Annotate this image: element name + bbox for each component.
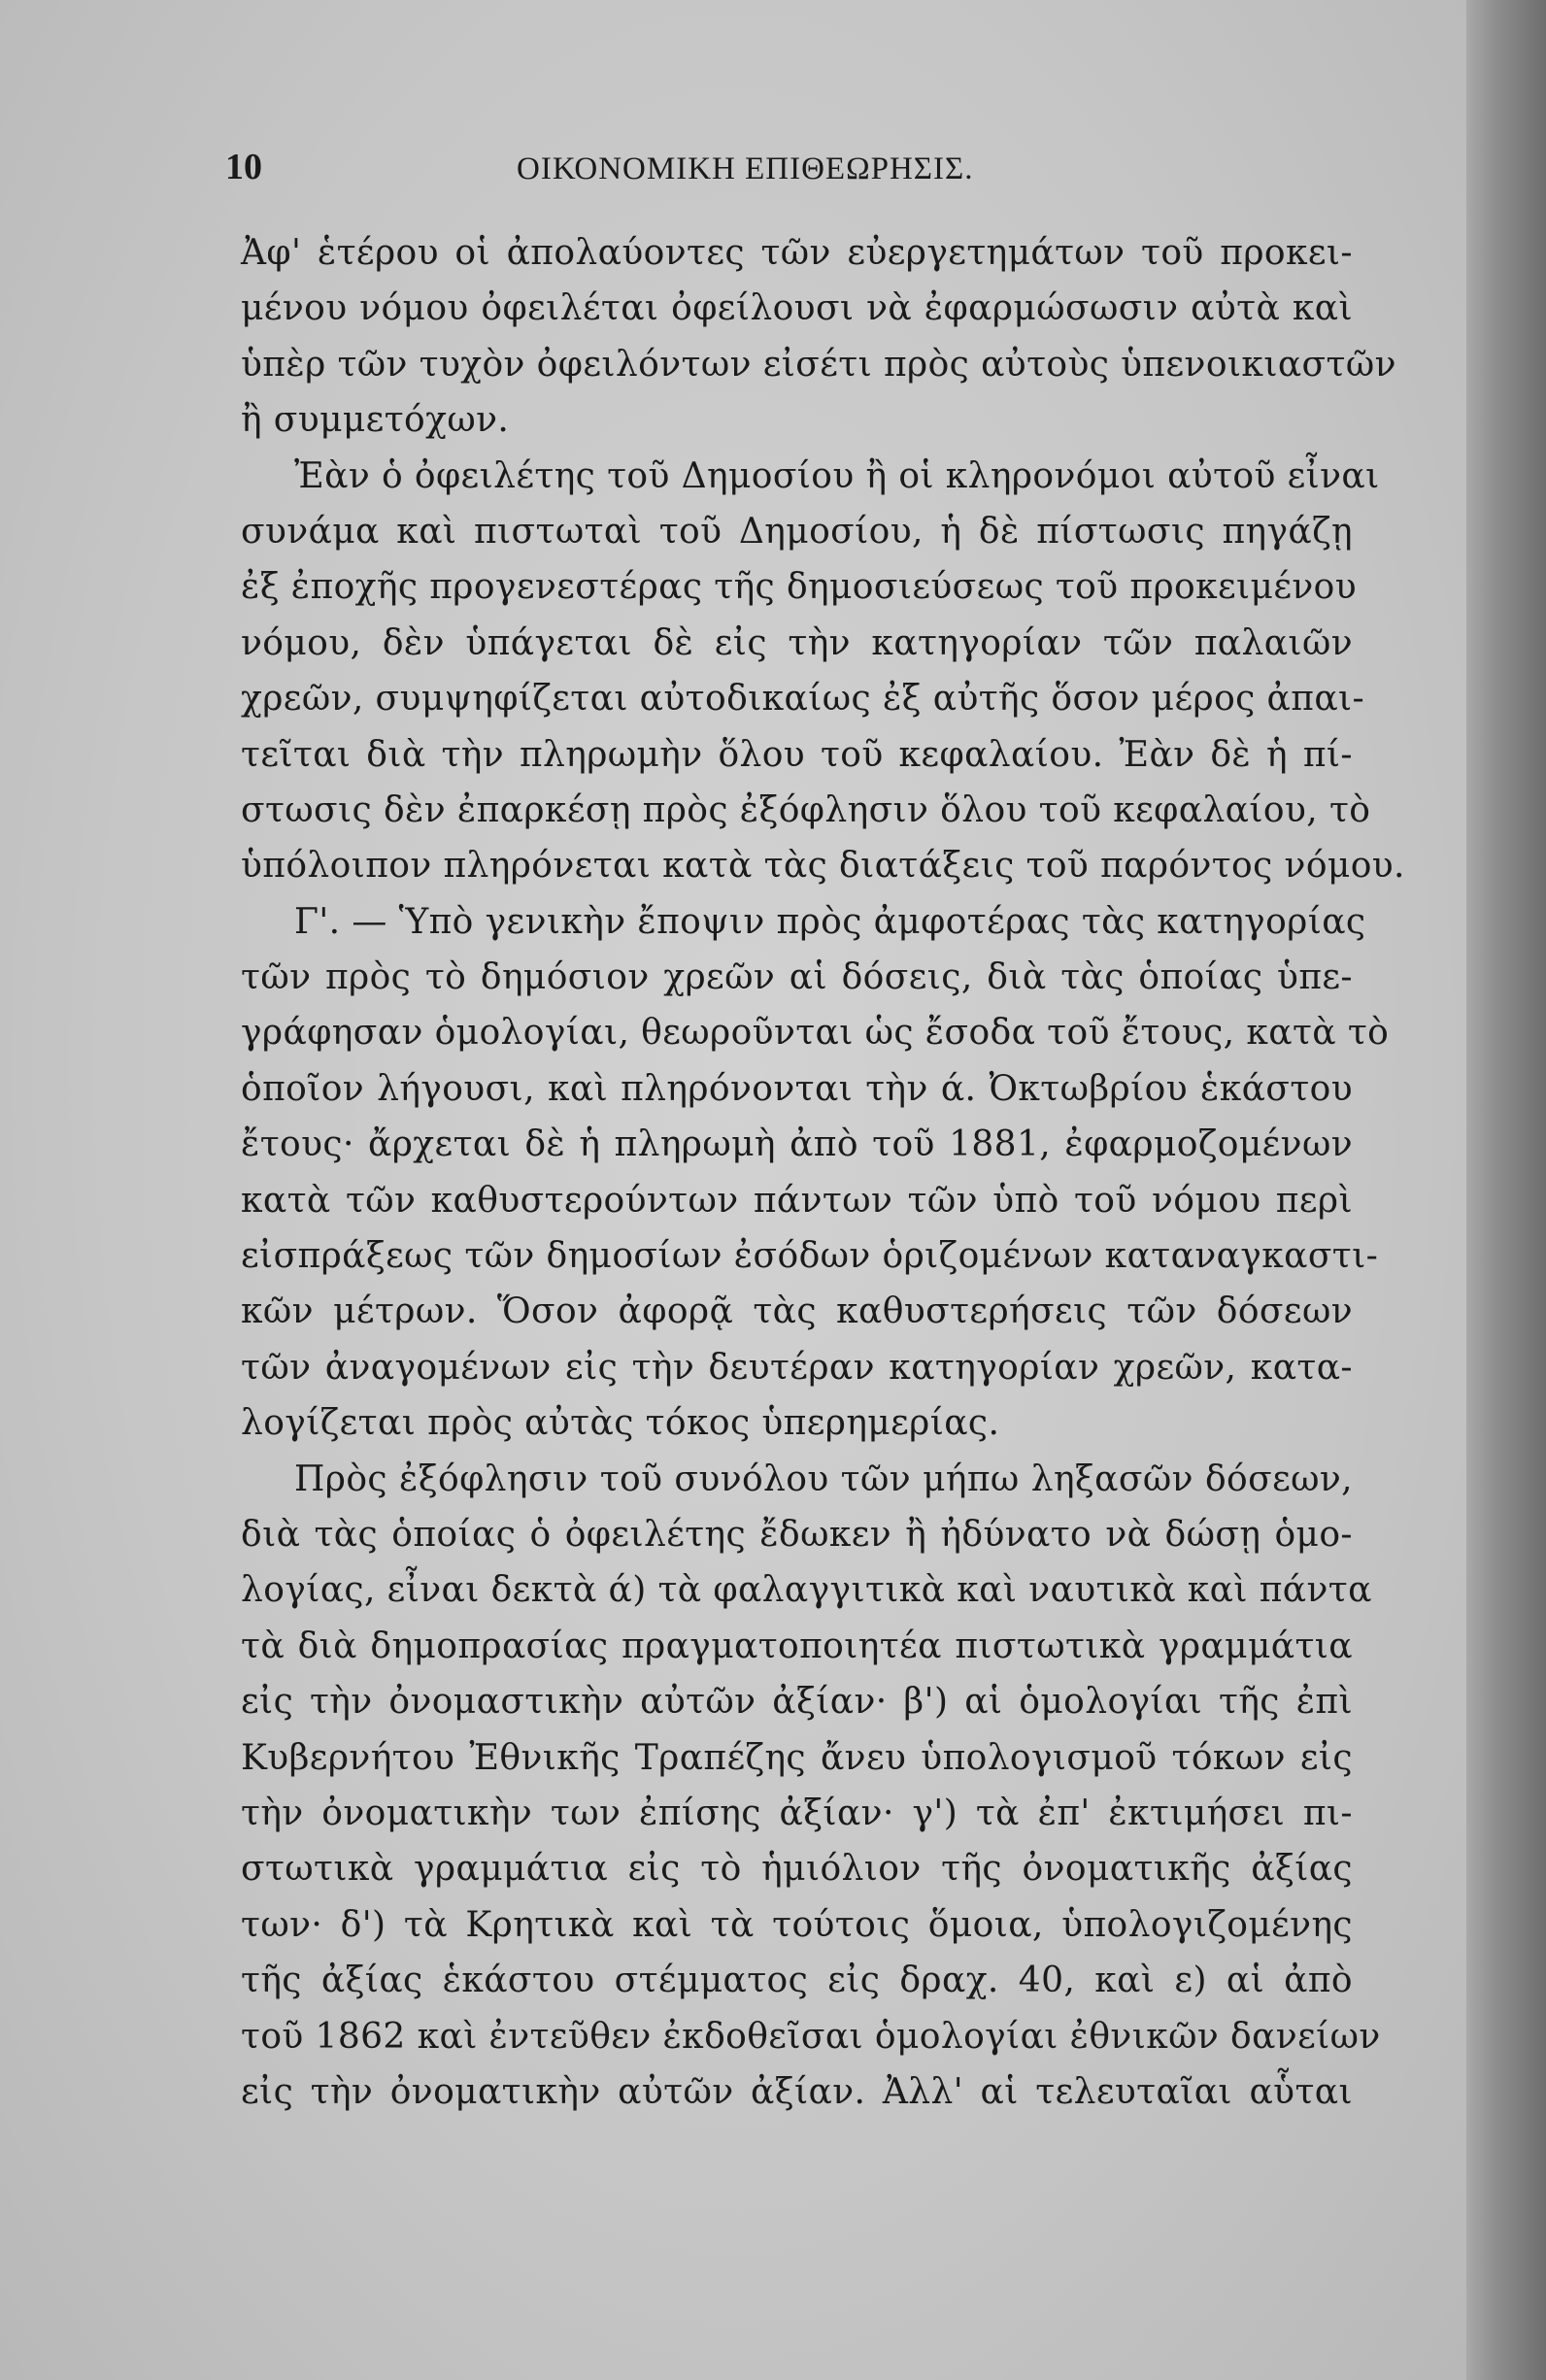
text-line: Γ'. — Ὑπὸ γενικὴν ἔποψιν πρὸς ἀμφοτέρας τὰς κατηγορίας (294, 901, 1366, 942)
text-line: στωτικὰ γραμμάτια εἰς τὸ ἡμιόλιον τῆς ὀνοματικῆς ἀξίας (241, 1849, 1353, 1890)
text-line: χρεῶν, συμψηφίζεται αὐτοδικαίως ἐξ αὐτῆς ὅσον μέρος ἀπαι- (241, 679, 1365, 720)
body-text (241, 225, 1405, 2120)
text-line: Πρὸς ἐξόφλησιν τοῦ συνόλου τῶν μήπω ληξασῶν δόσεων, (294, 1458, 1353, 1499)
text-line: τὴν ὀνοματικὴν των ἐπίσης ἀξίαν· γ') τὰ ἐπ' ἐκτιμήσει πι- (241, 1793, 1353, 1833)
text-line: τῶν ἀναγομένων εἰς τὴν δευτέραν κατηγορίαν χρεῶν, κατα- (241, 1347, 1353, 1388)
text-line: γράφησαν ὁμολογίαι, θεωροῦνται ὡς ἔσοδα τοῦ ἔτους, κατὰ τὸ (241, 1013, 1390, 1054)
text-line: κατὰ τῶν καθυστερούντων πάντων τῶν ὑπὸ τοῦ νόμου περὶ (241, 1180, 1353, 1221)
text-line: διὰ τὰς ὁποίας ὁ ὀφειλέτης ἔδωκεν ἢ ἠδύνατο νὰ δώσῃ ὁμο- (241, 1514, 1353, 1555)
text-line: των· δ') τὰ Κρητικὰ καὶ τὰ τούτοις ὅμοια, ὑπολογιζομένης (241, 1904, 1353, 1945)
text-line: Ἐὰν ὁ ὀφειλέτης τοῦ Δημοσίου ἢ οἱ κληρονόμοι αὐτοῦ εἶναι (294, 455, 1380, 496)
text-line: εἰς τὴν ὀνομαστικὴν αὐτῶν ἀξίαν· β') αἱ ὁμολογίαι τῆς ἐπὶ (241, 1682, 1353, 1723)
text-line: ὁποῖον λήγουσι, καὶ πληρόνονται τὴν ά. Ὀκτωβρίου ἑκάστου (241, 1068, 1353, 1109)
text-line: τῆς ἀξίας ἑκάστου στέμματος εἰς δραχ. 40, καὶ ε) αἱ ἀπὸ (241, 1961, 1353, 2001)
text-line: μένου νόμου ὀφειλέται ὀφείλουσι νὰ ἐφαρμώσωσιν αὐτὰ καὶ (241, 288, 1353, 329)
text-line: τοῦ 1862 καὶ ἐντεῦθεν ἐκδοθεῖσαι ὁμολογίαι ἐθνικῶν δανείων (241, 2016, 1381, 2057)
text-line: κῶν μέτρων. Ὅσον ἀφορᾷ τὰς καθυστερήσεις τῶν δόσεων (241, 1291, 1353, 1332)
text-line: εἰς τὴν ὀνοματικὴν αὐτῶν ἀξίαν. Ἀλλ' αἱ τελευταῖαι αὗται (241, 2071, 1353, 2112)
text-line: τεῖται διὰ τὴν πληρωμὴν ὅλου τοῦ κεφαλαίου. Ἐὰν δὲ ἡ πί- (241, 734, 1353, 775)
text-line: στωσις δὲν ἐπαρκέσῃ πρὸς ἐξόφλησιν ὅλου τοῦ κεφαλαίου, τὸ (241, 789, 1371, 830)
page-number: 10 (225, 147, 262, 187)
text-line: συνάμα καὶ πιστωταὶ τοῦ Δημοσίου, ἡ δὲ πίστωσις πηγάζῃ (241, 511, 1353, 552)
text-line: νόμου, δὲν ὑπάγεται δὲ εἰς τὴν κατηγορίαν τῶν παλαιῶν (241, 622, 1353, 663)
text-line: τῶν πρὸς τὸ δημόσιον χρεῶν αἱ δόσεις, διὰ τὰς ὁποίας ὑπε- (241, 957, 1353, 998)
page-gutter-shadow (1466, 0, 1546, 2380)
text-line: Κυβερνήτου Ἐθνικῆς Τραπέζης ἄνευ ὑπολογισμοῦ τόκων εἰς (241, 1737, 1353, 1778)
text-line: λογίζεται πρὸς αὐτὰς τόκος ὑπερημερίας. (241, 1403, 1000, 1444)
page-header (225, 146, 1361, 194)
text-line: λογίας, εἶναι δεκτὰ ά) τὰ φαλαγγιτικὰ καὶ ναυτικὰ καὶ πάντα (241, 1570, 1372, 1611)
text-line: εἰσπράξεως τῶν δημοσίων ἐσόδων ὁριζομένων καταναγκαστι- (241, 1236, 1379, 1277)
text-line: Ἀφ' ἑτέρου οἱ ἀπολαύοντες τῶν εὐεργετημάτων τοῦ προκει- (241, 233, 1353, 273)
text-line: ἔτους· ἄρχεται δὲ ἡ πληρωμὴ ἀπὸ τοῦ 1881, ἐφαρμοζομένων (241, 1124, 1353, 1165)
text-line: ἢ συμμετόχων. (241, 400, 510, 441)
text-line: ὑπὲρ τῶν τυχὸν ὀφειλόντων εἰσέτι πρὸς αὐτοὺς ὑπενοικιαστῶν (241, 344, 1396, 385)
text-line: τὰ διὰ δημοπρασίας πραγματοποιητέα πιστωτικὰ γραμμάτια (241, 1626, 1353, 1666)
text-line: ὑπόλοιπον πληρόνεται κατὰ τὰς διατάξεις τοῦ παρόντος νόμου. (241, 846, 1405, 887)
running-title: ΟΙΚΟΝΟΜΙΚΗ ΕΠΙΘΕΩΡΗΣΙΣ. (517, 151, 974, 186)
text-line: ἐξ ἐποχῆς προγενεστέρας τῆς δημοσιεύσεως τοῦ προκειμένου (241, 567, 1358, 608)
